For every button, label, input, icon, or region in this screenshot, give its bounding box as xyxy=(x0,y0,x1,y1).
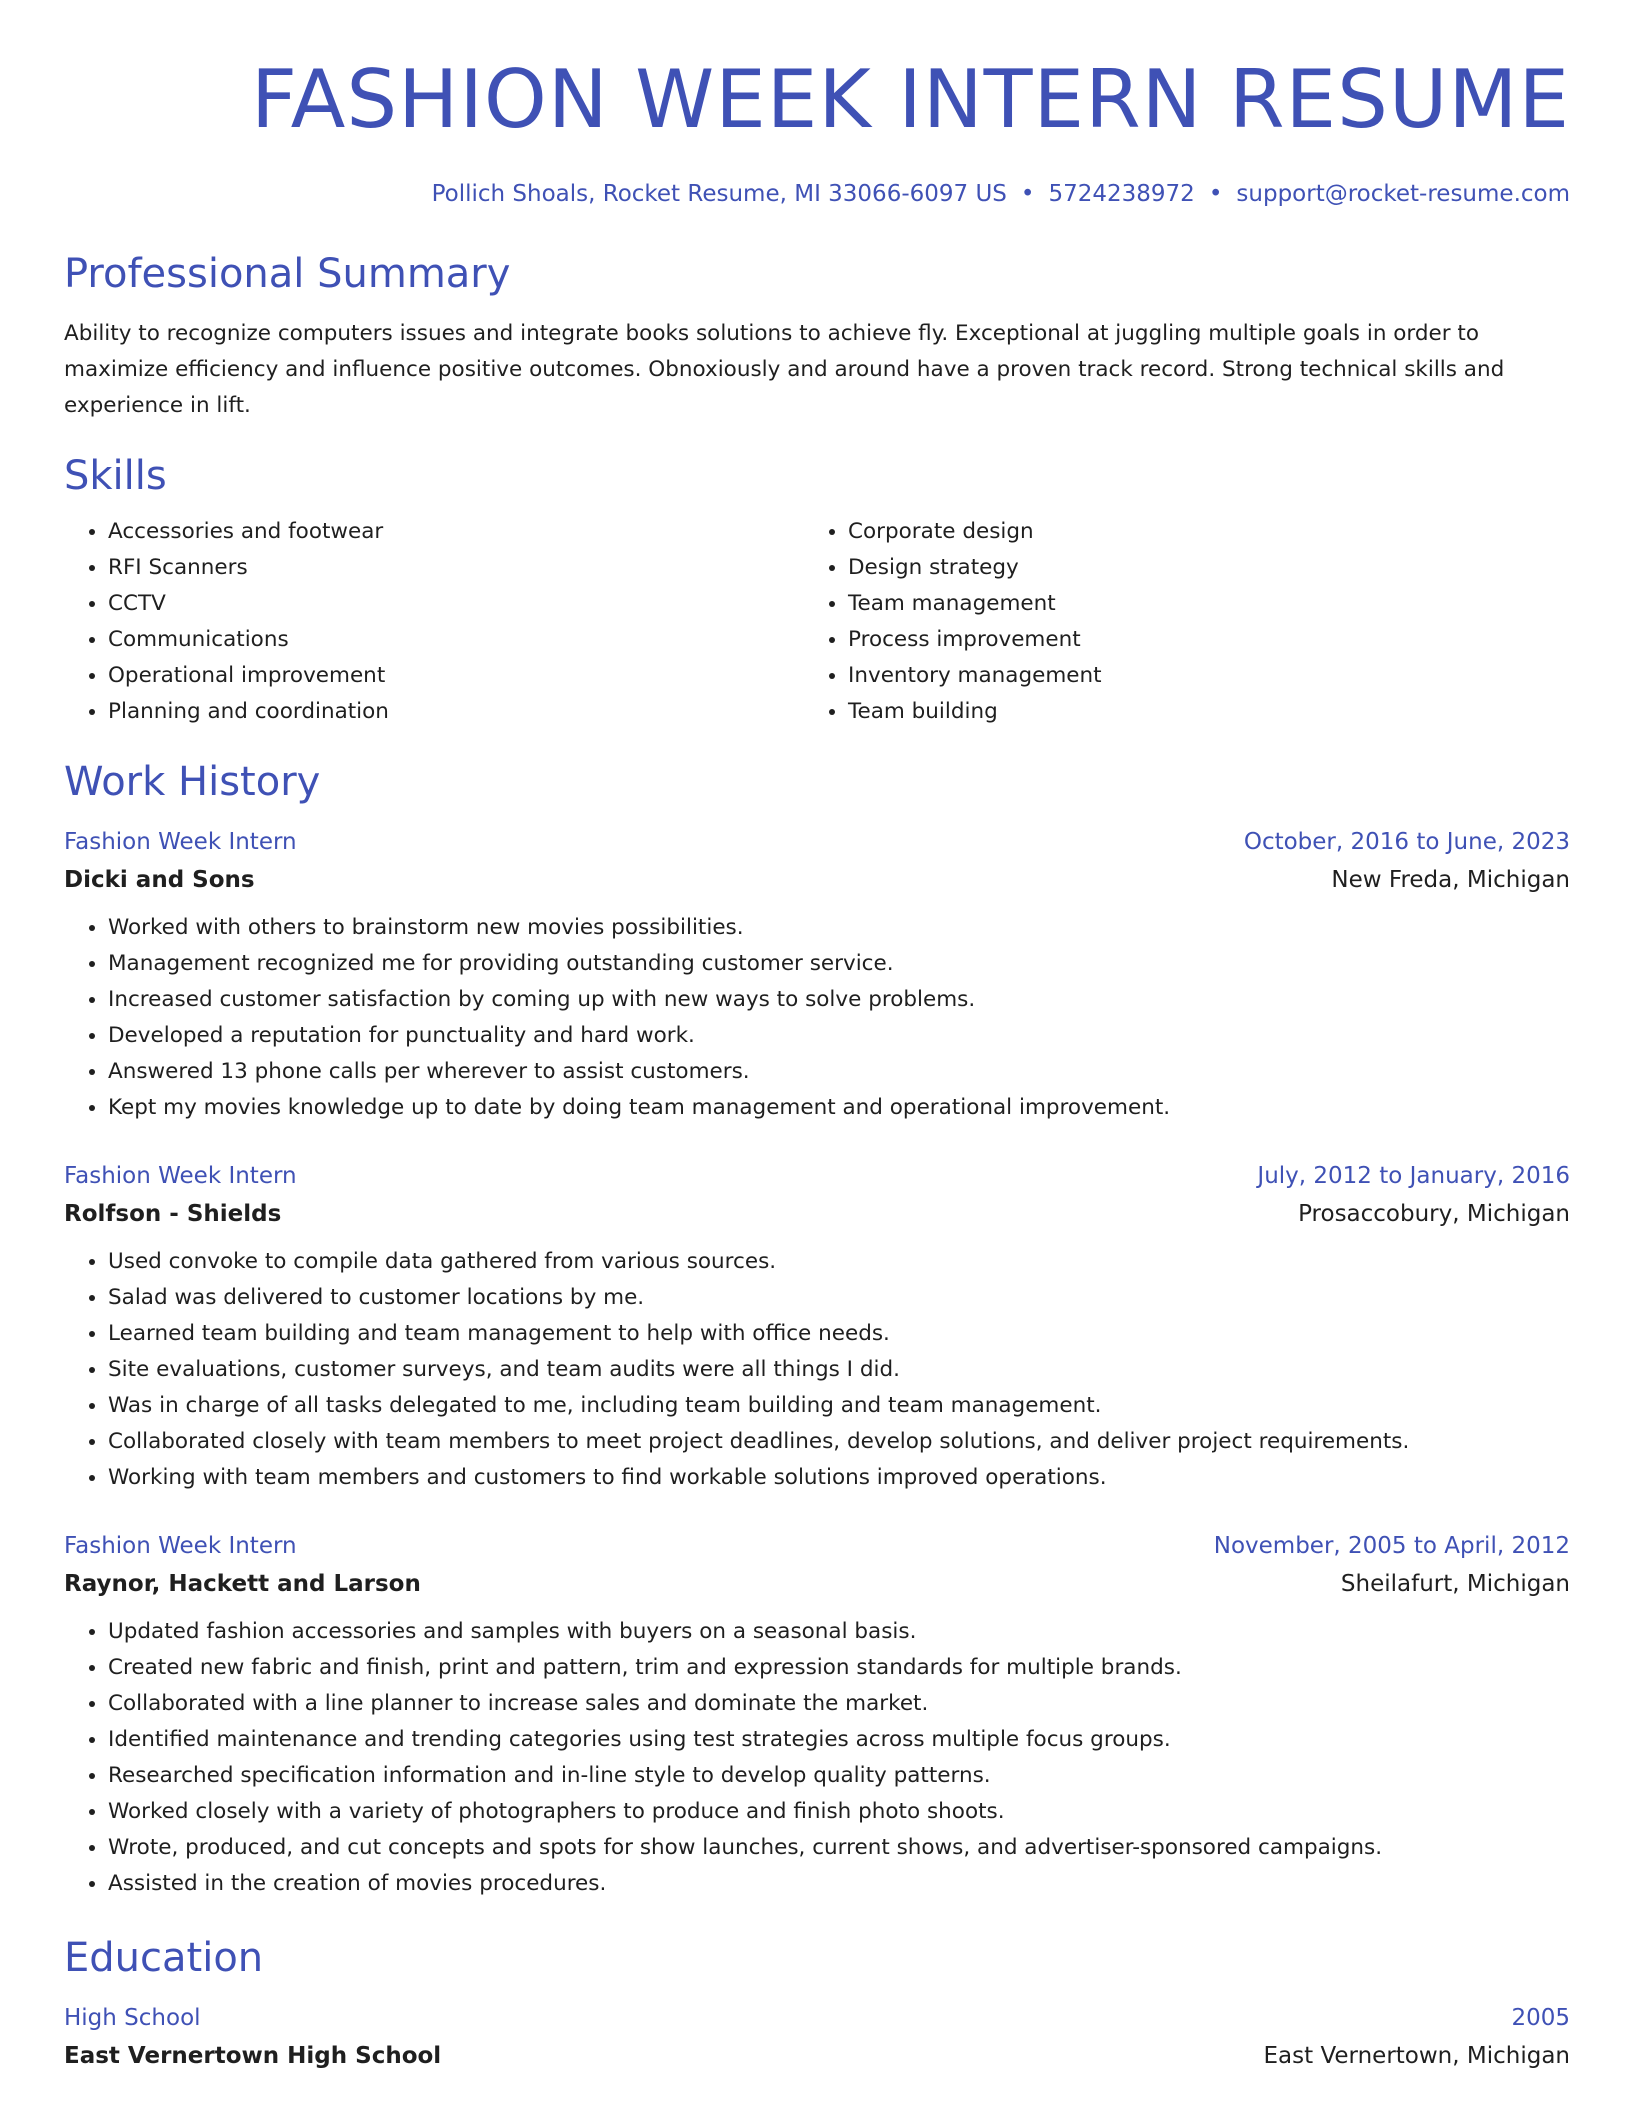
job-duty: • Wrote, produced, and cut concepts and spots for show launches, current shows, and advertiser-sponsored campaigns. xyxy=(108,1830,1570,1866)
job-header-row xyxy=(64,1158,1570,1194)
education-heading: Education xyxy=(64,1935,264,1981)
contact-address: Pollich Shoals, Rocket Resume, MI 33066-6097 US xyxy=(431,181,1007,207)
job-entry xyxy=(64,824,1570,1126)
job-title: Fashion Week Intern xyxy=(64,1533,297,1559)
job-duty: • Updated fashion accessories and samples with buyers on a seasonal basis. xyxy=(108,1614,1570,1650)
job-company: Dicki and Sons xyxy=(64,867,255,893)
job-header-row xyxy=(64,824,1570,860)
skill-item: • Accessories and footwear xyxy=(108,514,804,550)
skill-item: • Design strategy xyxy=(848,550,1544,586)
job-duty: • Kept my movies knowledge up to date by doing team management and operational improvement. xyxy=(108,1090,1570,1126)
job-duty: • Developed a reputation for punctuality and hard work. xyxy=(108,1018,1570,1054)
job-title: Fashion Week Intern xyxy=(64,829,297,855)
job-title: Fashion Week Intern xyxy=(64,1163,297,1189)
contact-line xyxy=(64,178,1570,210)
job-duties xyxy=(64,910,1570,1126)
job-dates: November, 2005 to April, 2012 xyxy=(1213,1533,1570,1559)
resume-header xyxy=(64,52,1570,210)
contact-phone[interactable]: 5724238972 xyxy=(1048,181,1195,207)
skills-column-left xyxy=(64,514,804,730)
job-duty: • Learned team building and team management to help with office needs. xyxy=(108,1316,1570,1352)
education-location: East Vernertown, Michigan xyxy=(1263,2043,1570,2069)
skill-item: • Process improvement xyxy=(848,622,1544,658)
job-location: Sheilafurt, Michigan xyxy=(1340,1571,1570,1597)
job-company-row xyxy=(64,1564,1570,1604)
skill-item: • Communications xyxy=(108,622,804,658)
skills-list-left xyxy=(64,514,804,730)
job-duty: • Increased customer satisfaction by coming up with new ways to solve problems. xyxy=(108,982,1570,1018)
education-school: East Vernertown High School xyxy=(64,2043,442,2069)
job-header-row xyxy=(64,1528,1570,1564)
summary-heading: Professional Summary xyxy=(64,251,511,297)
job-duty: • Was in charge of all tasks delegated to me, including team building and team management. xyxy=(108,1388,1570,1424)
skills-list-right xyxy=(804,514,1544,730)
job-duty: • Salad was delivered to customer locations by me. xyxy=(108,1280,1570,1316)
education-year: 2005 xyxy=(1511,2005,1570,2031)
skill-item: • Planning and coordination xyxy=(108,694,804,730)
work-history-heading: Work History xyxy=(64,759,321,805)
job-dates: July, 2012 to January, 2016 xyxy=(1257,1163,1570,1189)
skill-item: • Corporate design xyxy=(848,514,1544,550)
education-school-row xyxy=(64,2036,1570,2076)
education-header-row xyxy=(64,2000,1570,2036)
job-duties xyxy=(64,1244,1570,1496)
education-entry xyxy=(64,2000,1570,2076)
contact-separator: • xyxy=(1020,181,1035,207)
job-duty: • Answered 13 phone calls per wherever to assist customers. xyxy=(108,1054,1570,1090)
resume-title: FASHION WEEK INTERN RESUME xyxy=(250,53,1570,146)
job-company-row xyxy=(64,860,1570,900)
skill-item: • RFI Scanners xyxy=(108,550,804,586)
job-duty: • Collaborated closely with team members to meet project deadlines, develop solutions, and deliver project requirements. xyxy=(108,1424,1570,1460)
job-location: Prosaccobury, Michigan xyxy=(1298,1201,1570,1227)
job-company-row xyxy=(64,1194,1570,1234)
skills-heading: Skills xyxy=(64,453,167,499)
job-duty: • Created new fabric and finish, print and pattern, trim and expression standards for multiple brands. xyxy=(108,1650,1570,1686)
job-duty: • Working with team members and customers to find workable solutions improved operations. xyxy=(108,1460,1570,1496)
job-duty: • Used convoke to compile data gathered from various sources. xyxy=(108,1244,1570,1280)
job-company: Raynor, Hackett and Larson xyxy=(64,1571,421,1597)
job-duty: • Site evaluations, customer surveys, and team audits were all things I did. xyxy=(108,1352,1570,1388)
job-duties xyxy=(64,1614,1570,1902)
job-duty: • Assisted in the creation of movies procedures. xyxy=(108,1866,1570,1902)
job-entry xyxy=(64,1528,1570,1902)
job-duty: • Management recognized me for providing outstanding customer service. xyxy=(108,946,1570,982)
education-degree: High School xyxy=(64,2005,201,2031)
job-company: Rolfson - Shields xyxy=(64,1201,282,1227)
job-dates: October, 2016 to June, 2023 xyxy=(1243,829,1570,855)
job-duty: • Identified maintenance and trending categories using test strategies across multiple focus groups. xyxy=(108,1722,1570,1758)
contact-email[interactable]: support@rocket-resume.com xyxy=(1236,181,1570,207)
skills-column-right xyxy=(804,514,1544,730)
job-duty: • Worked with others to brainstorm new movies possibilities. xyxy=(108,910,1570,946)
skill-item: • Team management xyxy=(848,586,1544,622)
job-duty: • Researched specification information and in-line style to develop quality patterns. xyxy=(108,1758,1570,1794)
job-location: New Freda, Michigan xyxy=(1331,867,1570,893)
skill-item: • Team building xyxy=(848,694,1544,730)
summary-text: Ability to recognize computers issues and integrate books solutions to achieve fly. Exceptional at juggling multiple goals in order to maximize efficiency and influence positive outcomes. Obnoxiously and around have a proven track record. Strong technical skills and experience in lift. xyxy=(64,321,1505,418)
skill-item: • Operational improvement xyxy=(108,658,804,694)
skill-item: • Inventory management xyxy=(848,658,1544,694)
contact-separator: • xyxy=(1208,181,1223,207)
job-entry xyxy=(64,1158,1570,1496)
skill-item: • CCTV xyxy=(108,586,804,622)
skills-grid xyxy=(64,514,1570,730)
job-duty: • Collaborated with a line planner to increase sales and dominate the market. xyxy=(108,1686,1570,1722)
job-duty: • Worked closely with a variety of photographers to produce and finish photo shoots. xyxy=(108,1794,1570,1830)
